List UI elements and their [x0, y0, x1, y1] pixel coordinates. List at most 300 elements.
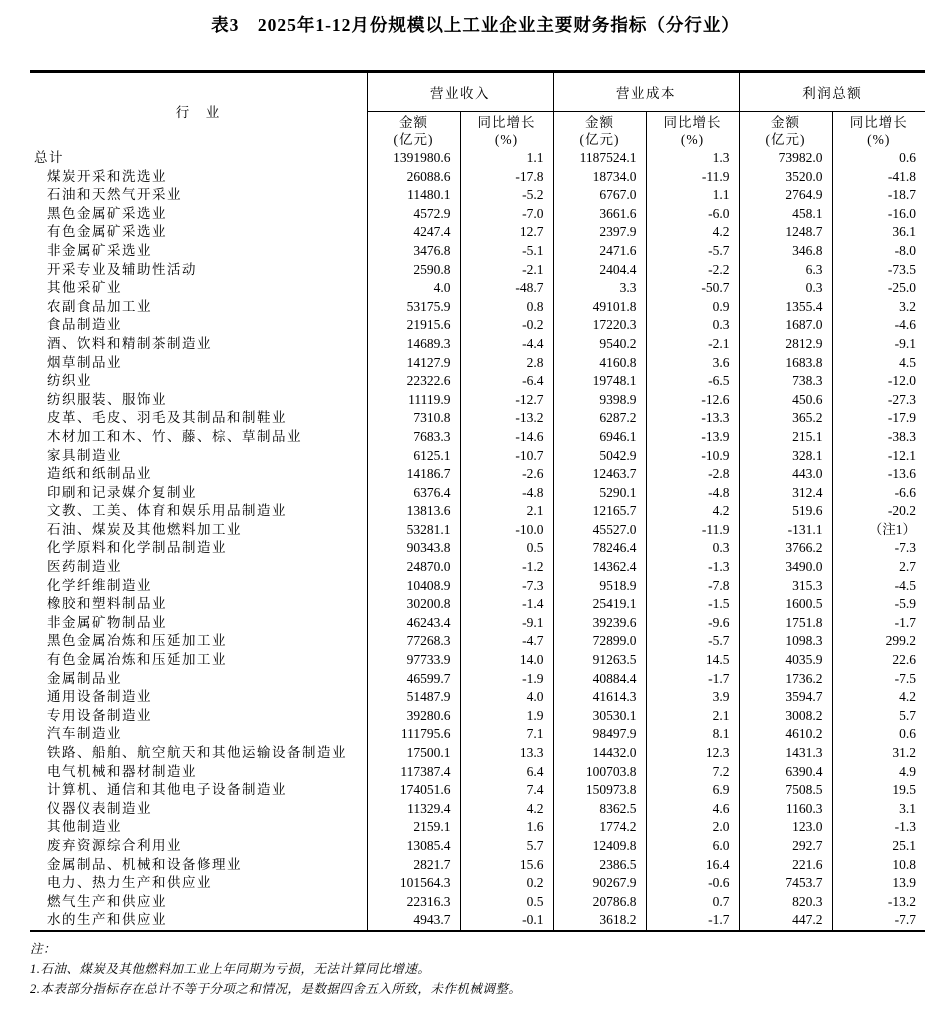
- value-cell: 17220.3: [553, 316, 646, 335]
- value-cell: 1.3: [646, 149, 739, 168]
- value-cell: 3008.2: [739, 707, 832, 726]
- value-cell: 7310.8: [367, 409, 460, 428]
- value-cell: 14127.9: [367, 354, 460, 373]
- value-cell: 100703.8: [553, 763, 646, 782]
- value-cell: 519.6: [739, 502, 832, 521]
- industry-name-cell: 黑色金属冶炼和压延加工业: [30, 632, 367, 651]
- value-cell: 1683.8: [739, 354, 832, 373]
- value-cell: 4.0: [460, 688, 553, 707]
- value-cell: 90343.8: [367, 539, 460, 558]
- value-cell: -10.9: [646, 447, 739, 466]
- value-cell: 0.9: [646, 298, 739, 317]
- table-row: [30, 316, 925, 335]
- value-cell: 7453.7: [739, 874, 832, 893]
- value-cell: 39239.6: [553, 614, 646, 633]
- value-cell: -2.1: [646, 335, 739, 354]
- value-cell: 9540.2: [553, 335, 646, 354]
- value-cell: 150973.8: [553, 781, 646, 800]
- value-cell: 1.9: [460, 707, 553, 726]
- value-cell: 4.0: [367, 279, 460, 298]
- industry-name-cell: 铁路、船舶、航空航天和其他运输设备制造业: [30, 744, 367, 763]
- page-title: 表3 2025年1-12月份规模以上工业企业主要财务指标（分行业）: [211, 15, 740, 35]
- value-cell: 12409.8: [553, 837, 646, 856]
- table-row: [30, 763, 925, 782]
- value-cell: 14186.7: [367, 465, 460, 484]
- amount-unit: (亿元): [579, 131, 620, 147]
- value-cell: 14689.3: [367, 335, 460, 354]
- revenue-amount-header: [367, 112, 460, 150]
- value-cell: 1098.3: [739, 632, 832, 651]
- profit-amount-header: [739, 112, 832, 150]
- growth-label: 同比增长: [477, 114, 536, 130]
- value-cell: 6390.4: [739, 763, 832, 782]
- value-cell: 22.6: [892, 652, 916, 668]
- value-cell: 1355.4: [739, 298, 832, 317]
- value-cell: 20786.8: [553, 893, 646, 912]
- industry-name-cell: 纺织服装、服饰业: [30, 391, 367, 410]
- industry-name-cell: 煤炭开采和洗选业: [30, 168, 367, 187]
- table-row: [30, 558, 925, 577]
- industry-name-cell: 文教、工美、体育和娱乐用品制造业: [30, 502, 367, 521]
- value-cell: 6.0: [646, 837, 739, 856]
- value-cell: -11.9: [646, 168, 739, 187]
- value-cell: -6.6: [894, 484, 916, 500]
- table-row: [30, 725, 925, 744]
- value-cell: 738.3: [739, 372, 832, 391]
- table-row: [30, 818, 925, 837]
- value-cell: 78246.4: [553, 539, 646, 558]
- table-row: [30, 205, 925, 224]
- value-cell: -38.3: [887, 428, 916, 444]
- industry-name-cell: 废弃资源综合利用业: [30, 837, 367, 856]
- value-cell: 6946.1: [553, 428, 646, 447]
- value-cell: -50.7: [646, 279, 739, 298]
- value-cell: -1.3: [894, 819, 916, 835]
- value-cell: 4.2: [899, 689, 916, 705]
- value-cell: 447.2: [739, 911, 832, 931]
- industry-name-cell: 非金属矿采选业: [30, 242, 367, 261]
- value-cell: -7.3: [894, 540, 916, 556]
- value-cell: 7683.3: [367, 428, 460, 447]
- value-cell: 17500.1: [367, 744, 460, 763]
- value-cell: 14.5: [646, 651, 739, 670]
- footnotes: [30, 939, 951, 999]
- value-cell: 3661.6: [553, 205, 646, 224]
- industry-name-cell: 燃气生产和供应业: [30, 893, 367, 912]
- table-row: [30, 893, 925, 912]
- value-cell: 14.0: [460, 651, 553, 670]
- value-cell: -13.6: [887, 466, 916, 482]
- amount-label: 金额: [771, 114, 800, 130]
- value-cell: -11.9: [646, 521, 739, 540]
- value-cell: 174051.6: [367, 781, 460, 800]
- table-row: [30, 223, 925, 242]
- value-cell: 1.6: [460, 818, 553, 837]
- value-cell: 2471.6: [553, 242, 646, 261]
- table-row: [30, 168, 925, 187]
- value-cell: 36.1: [892, 224, 916, 240]
- value-cell: 4943.7: [367, 911, 460, 931]
- value-cell: -8.0: [894, 242, 916, 258]
- value-cell: -6.4: [460, 372, 553, 391]
- value-cell: 39280.6: [367, 707, 460, 726]
- value-cell: 450.6: [739, 391, 832, 410]
- industry-name-cell: 纺织业: [30, 372, 367, 391]
- value-cell: 31.2: [892, 745, 916, 760]
- table-row: [30, 447, 925, 466]
- value-cell: -41.8: [887, 168, 916, 184]
- industry-name-cell: 食品制造业: [30, 316, 367, 335]
- value-cell: 3766.2: [739, 539, 832, 558]
- value-cell: -12.6: [646, 391, 739, 410]
- value-cell: 1751.8: [739, 614, 832, 633]
- footnote-item: 1.石油、煤炭及其他燃料加工业上年同期为亏损，无法计算同比增速。: [30, 961, 431, 976]
- value-cell: -27.3: [887, 391, 916, 407]
- value-cell: -9.1: [460, 614, 553, 633]
- value-cell: -73.5: [887, 261, 916, 277]
- value-cell: -13.2: [887, 893, 916, 909]
- table-row: [30, 465, 925, 484]
- value-cell: 0.5: [460, 539, 553, 558]
- industry-name-cell: 非金属矿物制品业: [30, 614, 367, 633]
- value-cell: 5290.1: [553, 484, 646, 503]
- value-cell: 2159.1: [367, 818, 460, 837]
- value-cell: -6.5: [646, 372, 739, 391]
- value-cell: 365.2: [739, 409, 832, 428]
- value-cell: 12.3: [646, 744, 739, 763]
- value-cell: 2812.9: [739, 335, 832, 354]
- value-cell: 2397.9: [553, 223, 646, 242]
- table-row: [30, 874, 925, 893]
- table-row: [30, 521, 925, 540]
- value-cell: 46599.7: [367, 670, 460, 689]
- value-cell: 46243.4: [367, 614, 460, 633]
- value-cell: 12.7: [460, 223, 553, 242]
- industry-name-cell: 汽车制造业: [30, 725, 367, 744]
- value-cell: 1160.3: [739, 800, 832, 819]
- value-cell: 2821.7: [367, 856, 460, 875]
- value-cell: 328.1: [739, 447, 832, 466]
- value-cell: 6.9: [646, 781, 739, 800]
- value-cell: 30530.1: [553, 707, 646, 726]
- value-cell: 11480.1: [367, 186, 460, 205]
- value-cell: -7.0: [460, 205, 553, 224]
- value-cell: 5.7: [460, 837, 553, 856]
- value-cell: 51487.9: [367, 688, 460, 707]
- value-cell: -1.9: [460, 670, 553, 689]
- value-cell: 4.6: [646, 800, 739, 819]
- value-cell: 3.3: [553, 279, 646, 298]
- industry-name-cell: 化学纤维制造业: [30, 577, 367, 596]
- value-cell: 3476.8: [367, 242, 460, 261]
- value-cell: -2.1: [460, 261, 553, 280]
- table-row: [30, 595, 925, 614]
- value-cell: -1.5: [646, 595, 739, 614]
- value-cell: 6125.1: [367, 447, 460, 466]
- value-cell: 117387.4: [367, 763, 460, 782]
- value-cell: 221.6: [739, 856, 832, 875]
- value-cell: -1.7: [646, 670, 739, 689]
- value-cell: 2.1: [460, 502, 553, 521]
- industry-name-cell: 木材加工和木、竹、藤、棕、草制品业: [30, 428, 367, 447]
- industry-column-header: 行 业: [30, 72, 367, 150]
- industry-name-cell: 医药制造业: [30, 558, 367, 577]
- revenue-group-header: 营业收入: [367, 72, 553, 112]
- value-cell: 41614.3: [553, 688, 646, 707]
- value-cell: 2764.9: [739, 186, 832, 205]
- value-cell: 1391980.6: [367, 149, 460, 168]
- value-cell: 6.3: [739, 261, 832, 280]
- value-cell: -1.2: [460, 558, 553, 577]
- table-row: [30, 911, 925, 931]
- value-cell: -12.0: [887, 373, 916, 389]
- value-cell: 2.8: [460, 354, 553, 373]
- value-cell: -9.1: [894, 335, 916, 351]
- value-cell: 90267.9: [553, 874, 646, 893]
- value-cell: 1.1: [646, 186, 739, 205]
- value-cell: 11119.9: [367, 391, 460, 410]
- value-cell: -4.6: [894, 317, 916, 333]
- value-cell: 1187524.1: [553, 149, 646, 168]
- table-row: [30, 856, 925, 875]
- value-cell: 443.0: [739, 465, 832, 484]
- industry-name-cell: 电气机械和器材制造业: [30, 763, 367, 782]
- value-cell: 1248.7: [739, 223, 832, 242]
- value-cell: 0.3: [646, 316, 739, 335]
- value-cell: -1.7: [894, 614, 916, 630]
- value-cell: -17.9: [887, 410, 916, 426]
- value-cell: 3520.0: [739, 168, 832, 187]
- value-cell: 53175.9: [367, 298, 460, 317]
- value-cell: 13813.6: [367, 502, 460, 521]
- value-cell: -5.7: [646, 632, 739, 651]
- industry-name-cell: 计算机、通信和其他电子设备制造业: [30, 781, 367, 800]
- table-row: [30, 539, 925, 558]
- cost-growth-header: [646, 112, 739, 150]
- value-cell: 6376.4: [367, 484, 460, 503]
- value-cell: 3.9: [646, 688, 739, 707]
- value-cell: 15.6: [460, 856, 553, 875]
- industry-name-cell: 烟草制品业: [30, 354, 367, 373]
- value-cell: -0.2: [460, 316, 553, 335]
- industry-name-cell: 其他采矿业: [30, 279, 367, 298]
- table-row: [30, 632, 925, 651]
- value-cell: 22322.6: [367, 372, 460, 391]
- value-cell: -5.1: [460, 242, 553, 261]
- industry-name-cell: 橡胶和塑料制品业: [30, 595, 367, 614]
- value-cell: 2.1: [646, 707, 739, 726]
- table-row: [30, 261, 925, 280]
- value-cell: 4.5: [899, 354, 916, 370]
- value-cell: 6767.0: [553, 186, 646, 205]
- value-cell: -14.6: [460, 428, 553, 447]
- value-cell: 4610.2: [739, 725, 832, 744]
- value-cell: -0.6: [646, 874, 739, 893]
- value-cell: -12.1: [887, 447, 916, 463]
- amount-label: 金额: [399, 114, 428, 130]
- industry-name-cell: 通用设备制造业: [30, 688, 367, 707]
- value-cell: 3.2: [899, 298, 916, 314]
- industry-name-cell: 总计: [30, 149, 367, 168]
- value-cell: -10.0: [460, 521, 553, 540]
- value-cell: 12463.7: [553, 465, 646, 484]
- value-cell: 16.4: [646, 856, 739, 875]
- value-cell: 1431.3: [739, 744, 832, 763]
- value-cell: 8362.5: [553, 800, 646, 819]
- value-cell: 30200.8: [367, 595, 460, 614]
- table-row: [30, 335, 925, 354]
- value-cell: 0.2: [460, 874, 553, 893]
- table-row: [30, 670, 925, 689]
- value-cell: 215.1: [739, 428, 832, 447]
- value-cell: 2404.4: [553, 261, 646, 280]
- value-cell: 2.7: [899, 559, 916, 575]
- value-cell: 13.3: [460, 744, 553, 763]
- value-cell: -20.2: [887, 503, 916, 519]
- value-cell: -13.9: [646, 428, 739, 447]
- table-row: [30, 781, 925, 800]
- value-cell: 4.2: [646, 223, 739, 242]
- profit-growth-header: [832, 112, 925, 150]
- value-cell: 4160.8: [553, 354, 646, 373]
- table-row: [30, 614, 925, 633]
- industry-name-cell: 石油和天然气开采业: [30, 186, 367, 205]
- industry-name-cell: 仪器仪表制造业: [30, 800, 367, 819]
- growth-label: 同比增长: [849, 114, 908, 130]
- cost-group-header: 营业成本: [553, 72, 739, 112]
- table-row: [30, 744, 925, 763]
- value-cell: 53281.1: [367, 521, 460, 540]
- table-row: [30, 484, 925, 503]
- value-cell: -2.2: [646, 261, 739, 280]
- value-cell: 98497.9: [553, 725, 646, 744]
- industry-name-cell: 其他制造业: [30, 818, 367, 837]
- industry-name-cell: 化学原料和化学制品制造业: [30, 539, 367, 558]
- industry-name-cell: 酒、饮料和精制茶制造业: [30, 335, 367, 354]
- value-cell: 22316.3: [367, 893, 460, 912]
- value-cell: 4035.9: [739, 651, 832, 670]
- value-cell: 24870.0: [367, 558, 460, 577]
- table-row: [30, 391, 925, 410]
- value-cell: 0.5: [460, 893, 553, 912]
- table-row: [30, 372, 925, 391]
- industry-name-cell: 农副食品加工业: [30, 298, 367, 317]
- value-cell: 1.1: [460, 149, 553, 168]
- value-cell: -7.5: [894, 670, 916, 686]
- footnotes-label: 注：: [30, 941, 57, 956]
- industry-name-cell: 有色金属冶炼和压延加工业: [30, 651, 367, 670]
- value-cell: -7.8: [646, 577, 739, 596]
- value-cell: 6.4: [460, 763, 553, 782]
- value-cell: 0.6: [899, 726, 916, 742]
- value-cell: 123.0: [739, 818, 832, 837]
- value-cell: 312.4: [739, 484, 832, 503]
- value-cell: -4.4: [460, 335, 553, 354]
- value-cell: 4.9: [899, 763, 916, 779]
- value-cell: 8.1: [646, 725, 739, 744]
- table-body: [30, 149, 925, 931]
- value-cell: 97733.9: [367, 651, 460, 670]
- value-cell: -6.0: [646, 205, 739, 224]
- value-cell: 4572.9: [367, 205, 460, 224]
- value-cell: 346.8: [739, 242, 832, 261]
- value-cell: 292.7: [739, 837, 832, 856]
- industry-name-cell: 造纸和纸制品业: [30, 465, 367, 484]
- value-cell: 21915.6: [367, 316, 460, 335]
- value-cell: 19.5: [892, 782, 916, 798]
- value-cell: -1.4: [460, 595, 553, 614]
- value-cell: 458.1: [739, 205, 832, 224]
- table-row: [30, 409, 925, 428]
- value-cell: 2590.8: [367, 261, 460, 280]
- value-cell: 7508.5: [739, 781, 832, 800]
- value-cell: -1.7: [646, 911, 739, 931]
- value-cell: 49101.8: [553, 298, 646, 317]
- value-cell: （注1）: [868, 521, 916, 537]
- value-cell: 2.0: [646, 818, 739, 837]
- table-row: [30, 298, 925, 317]
- value-cell: 7.4: [460, 781, 553, 800]
- value-cell: 299.2: [885, 633, 916, 649]
- industry-name-cell: 家具制造业: [30, 447, 367, 466]
- industry-name-cell: 金属制品业: [30, 670, 367, 689]
- value-cell: -4.8: [460, 484, 553, 503]
- value-cell: -9.6: [646, 614, 739, 633]
- profit-group-header: 利润总额: [739, 72, 925, 112]
- industry-name-cell: 开采专业及辅助性活动: [30, 261, 367, 280]
- value-cell: -7.7: [894, 912, 916, 928]
- value-cell: 13.9: [892, 875, 916, 891]
- value-cell: 820.3: [739, 893, 832, 912]
- value-cell: -13.3: [646, 409, 739, 428]
- value-cell: 0.3: [646, 539, 739, 558]
- value-cell: -5.7: [646, 242, 739, 261]
- amount-label: 金额: [585, 114, 614, 130]
- value-cell: 19748.1: [553, 372, 646, 391]
- value-cell: -48.7: [460, 279, 553, 298]
- value-cell: -2.8: [646, 465, 739, 484]
- value-cell: -1.3: [646, 558, 739, 577]
- table-row: [30, 149, 925, 168]
- value-cell: 3.1: [899, 800, 916, 816]
- value-cell: -18.7: [887, 187, 916, 203]
- value-cell: 91263.5: [553, 651, 646, 670]
- table-row: [30, 577, 925, 596]
- value-cell: -16.0: [887, 205, 916, 221]
- value-cell: 7.1: [460, 725, 553, 744]
- industry-name-cell: 电力、热力生产和供应业: [30, 874, 367, 893]
- value-cell: 3594.7: [739, 688, 832, 707]
- value-cell: 1600.5: [739, 595, 832, 614]
- table-row: [30, 837, 925, 856]
- value-cell: 0.8: [460, 298, 553, 317]
- value-cell: 73982.0: [739, 149, 832, 168]
- value-cell: 0.7: [646, 893, 739, 912]
- cost-amount-header: [553, 112, 646, 150]
- growth-unit: (%): [867, 131, 891, 147]
- amount-unit: (亿元): [393, 131, 434, 147]
- growth-unit: (%): [494, 131, 519, 147]
- industry-name-cell: 石油、煤炭及其他燃料加工业: [30, 521, 367, 540]
- table-row: [30, 688, 925, 707]
- value-cell: 14362.4: [553, 558, 646, 577]
- value-cell: -10.7: [460, 447, 553, 466]
- table-row: [30, 186, 925, 205]
- value-cell: 18734.0: [553, 168, 646, 187]
- industry-name-cell: 有色金属矿采选业: [30, 223, 367, 242]
- table-row: [30, 707, 925, 726]
- value-cell: 25.1: [892, 837, 916, 853]
